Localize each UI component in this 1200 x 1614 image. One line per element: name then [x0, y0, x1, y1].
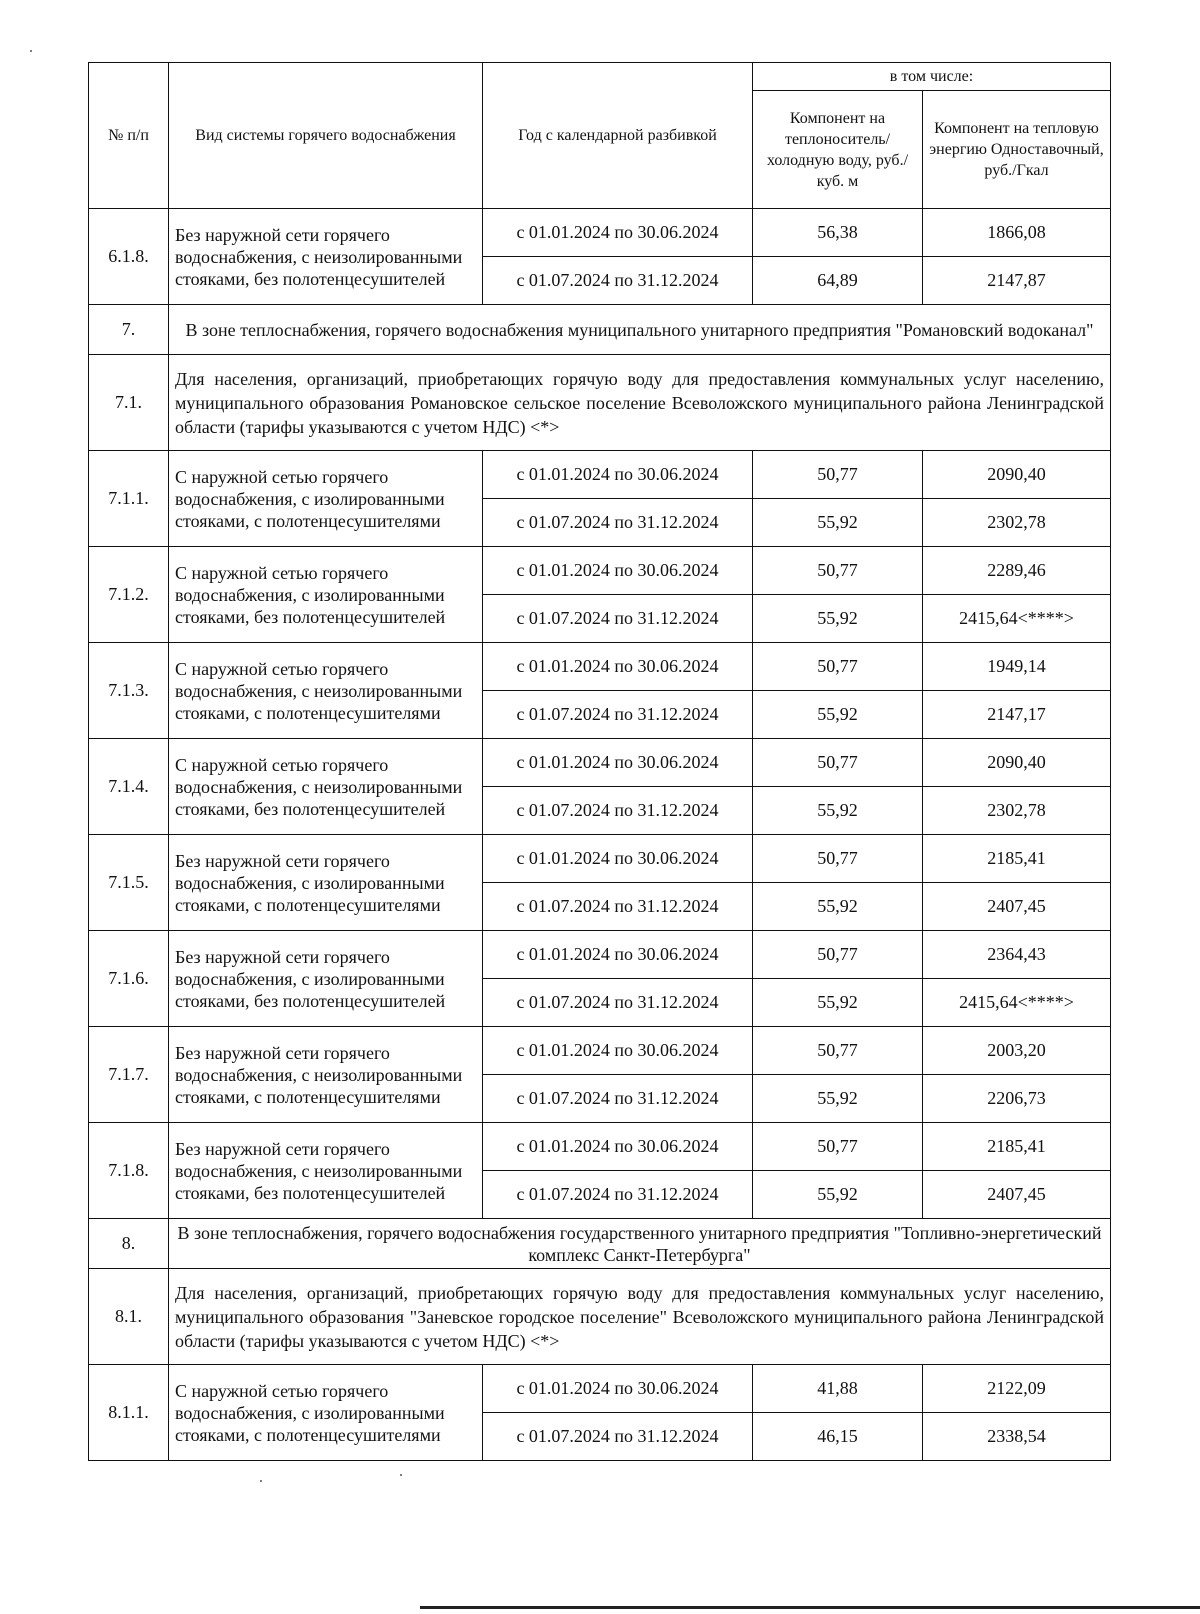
period-h2: с 01.07.2024 по 31.12.2024 [483, 1413, 753, 1461]
scan-edge [420, 1606, 1200, 1609]
energy-value: 2407,45 [923, 883, 1111, 931]
system-type: С наружной сетью горячего водоснабжения, с изолированными стояками, с полотенцесушителями [169, 451, 483, 547]
period-h1: с 01.01.2024 по 30.06.2024 [483, 643, 753, 691]
energy-value: 2090,40 [923, 451, 1111, 499]
row-number: 6.1.8. [89, 209, 169, 305]
energy-value: 2206,73 [923, 1075, 1111, 1123]
system-type: Без наружной сети горячего водоснабжения, с неизолированными стояками, с полотенцесушителями [169, 1027, 483, 1123]
header-num: № п/п [89, 63, 169, 209]
system-type: Без наружной сети горячего водоснабжения, с изолированными стояками, с полотенцесушителями [169, 835, 483, 931]
period-h1: с 01.01.2024 по 30.06.2024 [483, 931, 753, 979]
coolant-value: 41,88 [753, 1365, 923, 1413]
row-number: 7.1. [89, 355, 169, 451]
row-number: 7.1.2. [89, 547, 169, 643]
period-h1: с 01.01.2024 по 30.06.2024 [483, 1123, 753, 1171]
period-h1: с 01.01.2024 по 30.06.2024 [483, 1365, 753, 1413]
period-h2: с 01.07.2024 по 31.12.2024 [483, 883, 753, 931]
table-row [89, 451, 1111, 499]
coolant-value: 50,77 [753, 451, 923, 499]
coolant-value: 55,92 [753, 595, 923, 643]
coolant-value: 50,77 [753, 739, 923, 787]
system-type: С наружной сетью горячего водоснабжения, с изолированными стояками, без полотенцесушителей [169, 547, 483, 643]
energy-value: 2122,09 [923, 1365, 1111, 1413]
coolant-value: 55,92 [753, 883, 923, 931]
energy-value: 2302,78 [923, 787, 1111, 835]
period-h1: с 01.01.2024 по 30.06.2024 [483, 1027, 753, 1075]
coolant-value: 50,77 [753, 931, 923, 979]
table-row [89, 1027, 1111, 1075]
period-h2: с 01.07.2024 по 31.12.2024 [483, 691, 753, 739]
period-h1: с 01.01.2024 по 30.06.2024 [483, 835, 753, 883]
row-number: 8.1. [89, 1269, 169, 1365]
table-row [89, 547, 1111, 595]
table-body [89, 209, 1111, 1461]
energy-value: 2185,41 [923, 1123, 1111, 1171]
energy-value: 2147,17 [923, 691, 1111, 739]
coolant-value: 50,77 [753, 1123, 923, 1171]
row-number: 7.1.4. [89, 739, 169, 835]
energy-value: 2407,45 [923, 1171, 1111, 1219]
section-row [89, 305, 1111, 355]
row-number: 7.1.7. [89, 1027, 169, 1123]
table-row [89, 1365, 1111, 1413]
coolant-value: 50,77 [753, 1027, 923, 1075]
energy-value: 2364,43 [923, 931, 1111, 979]
coolant-value: 55,92 [753, 499, 923, 547]
period-h2: с 01.07.2024 по 31.12.2024 [483, 1075, 753, 1123]
energy-value: 2415,64<****> [923, 595, 1111, 643]
group-row [89, 1269, 1111, 1365]
system-type: С наружной сетью горячего водоснабжения, с изолированными стояками, с полотенцесушителями [169, 1365, 483, 1461]
header-coolant: Компонент на теплоноситель/ холодную воду, руб./куб. м [753, 91, 923, 209]
period-h2: с 01.07.2024 по 31.12.2024 [483, 979, 753, 1027]
energy-value: 2415,64<****> [923, 979, 1111, 1027]
coolant-value: 55,92 [753, 1075, 923, 1123]
energy-value: 1949,14 [923, 643, 1111, 691]
system-type: Без наружной сети горячего водоснабжения, с неизолированными стояками, без полотенцесушителей [169, 1123, 483, 1219]
header-energy: Компонент на тепловую энергию Одноставочный, руб./Гкал [923, 91, 1111, 209]
row-number: 8. [89, 1219, 169, 1269]
period-h1: с 01.01.2024 по 30.06.2024 [483, 547, 753, 595]
table-row [89, 739, 1111, 787]
section-row-text: В зоне теплоснабжения, горячего водоснабжения муниципального унитарного предприятия "Романовский водоканал" [169, 305, 1111, 355]
coolant-value: 55,92 [753, 979, 923, 1027]
scan-speck [30, 50, 32, 52]
period-h2: с 01.07.2024 по 31.12.2024 [483, 257, 753, 305]
group-row [89, 355, 1111, 451]
energy-value: 2302,78 [923, 499, 1111, 547]
coolant-value: 46,15 [753, 1413, 923, 1461]
group-row-text: Для населения, организаций, приобретающих горячую воду для предоставления коммунальных услуг населению, муниципального образования Романовское сельское поселение Всеволожского муниципального района Ленинградской области (тарифы указываются с учетом НДС) <*> [169, 355, 1111, 451]
row-number: 8.1.1. [89, 1365, 169, 1461]
period-h2: с 01.07.2024 по 31.12.2024 [483, 1171, 753, 1219]
table-row [89, 643, 1111, 691]
energy-value: 2003,20 [923, 1027, 1111, 1075]
scan-speck [260, 1480, 262, 1482]
header-period: Год с календарной разбивкой [483, 63, 753, 209]
period-h2: с 01.07.2024 по 31.12.2024 [483, 499, 753, 547]
row-number: 7. [89, 305, 169, 355]
system-type: С наружной сетью горячего водоснабжения, с неизолированными стояками, без полотенцесушителей [169, 739, 483, 835]
header-system: Вид системы горячего водоснабжения [169, 63, 483, 209]
energy-value: 2090,40 [923, 739, 1111, 787]
energy-value: 2185,41 [923, 835, 1111, 883]
energy-value: 2289,46 [923, 547, 1111, 595]
coolant-value: 50,77 [753, 547, 923, 595]
row-number: 7.1.6. [89, 931, 169, 1027]
table-row [89, 835, 1111, 883]
coolant-value: 50,77 [753, 643, 923, 691]
row-number: 7.1.3. [89, 643, 169, 739]
table-row [89, 209, 1111, 257]
system-type: Без наружной сети горячего водоснабжения, с неизолированными стояками, без полотенцесушителей [169, 209, 483, 305]
coolant-value: 55,92 [753, 787, 923, 835]
coolant-value: 56,38 [753, 209, 923, 257]
coolant-value: 50,77 [753, 835, 923, 883]
period-h2: с 01.07.2024 по 31.12.2024 [483, 595, 753, 643]
section-row-text: В зоне теплоснабжения, горячего водоснабжения государственного унитарного предприятия "Топливно-энергетический комплекс Санкт-Петербурга" [169, 1219, 1111, 1269]
table-row [89, 931, 1111, 979]
period-h1: с 01.01.2024 по 30.06.2024 [483, 451, 753, 499]
system-type: Без наружной сети горячего водоснабжения, с изолированными стояками, без полотенцесушителей [169, 931, 483, 1027]
scan-speck [400, 1474, 402, 1476]
row-number: 7.1.8. [89, 1123, 169, 1219]
energy-value: 2147,87 [923, 257, 1111, 305]
row-number: 7.1.5. [89, 835, 169, 931]
energy-value: 2338,54 [923, 1413, 1111, 1461]
table-row [89, 1123, 1111, 1171]
tariff-table [88, 62, 1111, 1461]
section-row [89, 1219, 1111, 1269]
period-h1: с 01.01.2024 по 30.06.2024 [483, 209, 753, 257]
table-header [89, 63, 1111, 209]
coolant-value: 64,89 [753, 257, 923, 305]
tariff-sheet [88, 62, 1110, 1461]
coolant-value: 55,92 [753, 691, 923, 739]
header-including: в том числе: [753, 63, 1111, 91]
period-h1: с 01.01.2024 по 30.06.2024 [483, 739, 753, 787]
coolant-value: 55,92 [753, 1171, 923, 1219]
group-row-text: Для населения, организаций, приобретающих горячую воду для предоставления коммунальных услуг населению, муниципального образования "Заневское городское поселение" Всеволожского муниципального района Ленинградской области (тарифы указываются с учетом НДС) <*> [169, 1269, 1111, 1365]
system-type: С наружной сетью горячего водоснабжения, с неизолированными стояками, с полотенцесушителями [169, 643, 483, 739]
row-number: 7.1.1. [89, 451, 169, 547]
energy-value: 1866,08 [923, 209, 1111, 257]
period-h2: с 01.07.2024 по 31.12.2024 [483, 787, 753, 835]
